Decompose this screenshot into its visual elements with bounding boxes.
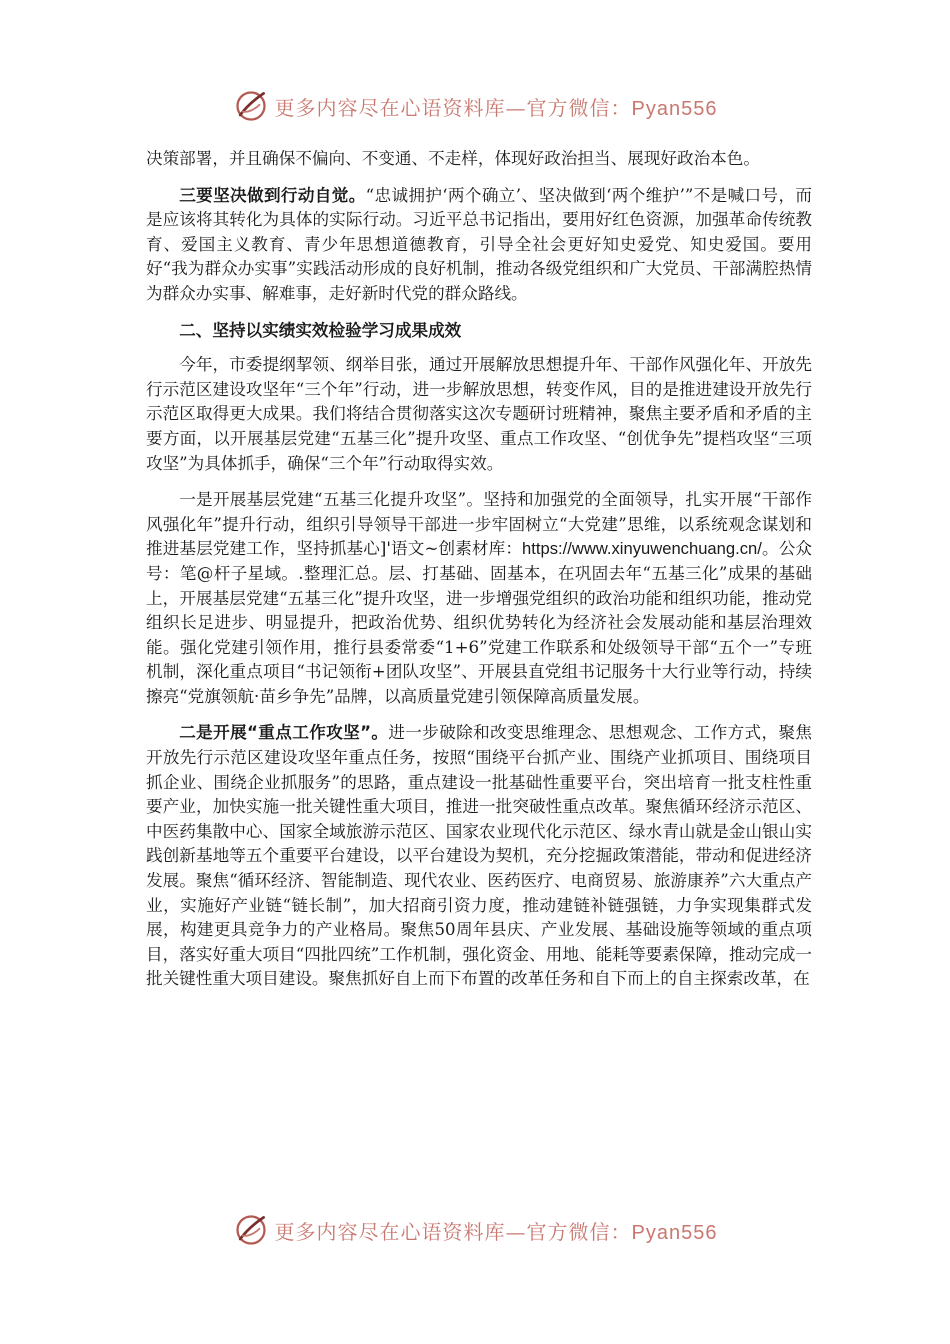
brush-logo-icon xyxy=(233,1212,269,1248)
paragraph-3: 今年，市委提纲挈领、纲举目张，通过开展解放思想提升年、干部作风强化年、开放先行示范区建设攻坚年“三个年”行动，进一步解放思想，转变作风，目的是推进建设开放先行示范区取得更大成果。我们将结合贯彻落实这次专题研讨班精神，聚焦主要矛盾和矛盾的主要方面，以开展基层党建“五基三化”提升攻坚、重点工作攻坚、“创优争先”提档攻坚“三项攻坚”为具体抓手，确保“三个年”行动取得实效。 xyxy=(146,355,812,473)
paragraph-4-url: https://www.xinyuwenchuang.cn/ xyxy=(522,539,762,559)
paragraph-4 xyxy=(146,488,812,709)
header-banner-text: 更多内容尽在心语资料库—官方微信： xyxy=(274,95,632,120)
brush-logo-icon xyxy=(233,88,269,124)
paragraph-5-body: 进一步破除和改变思维理念、思想观念、工作方式，聚焦开放先行示范区建设攻坚年重点任务，按照“围绕平台抓产业、围绕产业抓项目、围绕项目抓企业、围绕企业抓服务”的思路，重点建设一批基础性重要平台，突出培育一批支柱性重要产业，加快实施一批关键性重大项目，推进一批突破性重点改革。聚焦循环经济示范区、中医药集散中心、国家全域旅游示范区、国家农业现代化示范区、绿水青山就是金山银山实践创新基地等五个重要平台建设，以平台建设为契机，充分挖掘政策潜能，带动和促进经济发展。聚焦“循环经济、智能制造、现代农业、医药医疗、电商贸易、旅游康养”六大重点产业，实施好产业链“链长制”，加大招商引资力度，推动建链补链强链，力争实现集群式发展，构建更具竞争力的产业格局。聚焦50周年县庆、产业发展、基础设施等领域的重点项目，落实好重大项目“四批四统”工作机制，强化资金、用地、能耗等要素保障，推动完成一批关键性重大项目建设。聚焦抓好自上而下布置的改革任务和自下而上的自主探索改革，在 xyxy=(146,723,813,989)
header-banner xyxy=(0,84,950,128)
footer-wechat-id: Pyan556 xyxy=(631,1221,718,1244)
section-heading-2: 二、坚持以实绩实效检验学习成果成效 xyxy=(179,320,462,340)
paragraph-5-lead: 二是开展“重点工作攻坚”。 xyxy=(179,723,389,743)
paragraph-2-lead: 三要坚决做到行动自觉。 xyxy=(179,185,366,205)
footer-banner-text: 更多内容尽在心语资料库—官方微信： xyxy=(274,1219,632,1244)
footer-banner xyxy=(0,1208,950,1252)
paragraph-2-body: “忠诚拥护‘两个确立’、坚决做到‘两个维护’”不是喊口号，而是应该将其转化为具体的实际行动。习近平总书记指出，要用好红色资源，加强革命传统教育、爱国主义教育、青少年思想道德教育，引导全社会更好知史爱党、知史爱国。要用好“我为群众办实事”实践活动形成的良好机制，推动各级党组织和广大党员、干部满腔热情为群众办实事、解难事，走好新时代党的群众路线。 xyxy=(146,185,812,303)
document-body xyxy=(146,147,812,1004)
paragraph-4-part1: 一是开展基层党建“五基三化提升攻坚”。坚持和加强党的全面领导，扎实开展“干部作风强化年”提升行动，组织引导领导干部进一步牢固树立“大党建”思维，以系统观念谋划和推进基层党建工作，坚持抓基心]'语文~创素材库： xyxy=(146,490,812,559)
paragraph-2 xyxy=(146,184,812,307)
paragraph-1: 决策部署，并且确保不偏向、不变通、不走样，体现好政治担当、展现好政治本色。 xyxy=(146,149,760,168)
paragraph-4-part2: 。公众号：笔@杆子星域。.整理汇总。层、打基础、固基本，在巩固去年“五基三化”成果的基础上，开展基层党建“五基三化”提升攻坚，进一步增强党组织的政治功能和组织功能，推动党组织长足进步、明显提升，把政治优势、组织优势转化为经济社会发展动能和基层治理效能。强化党建引领作用，推行县委常委“1+6”党建工作联系和处级领导干部“五个一”专班机制，深化重点项目“书记领衔+团队攻坚”、开展县直党组书记服务十大行业等行动，持续擦亮“党旗领航·苗乡争先”品牌，以高质量党建引领保障高质量发展。 xyxy=(146,539,812,706)
header-wechat-id: Pyan556 xyxy=(631,97,718,120)
paragraph-5 xyxy=(146,721,812,992)
